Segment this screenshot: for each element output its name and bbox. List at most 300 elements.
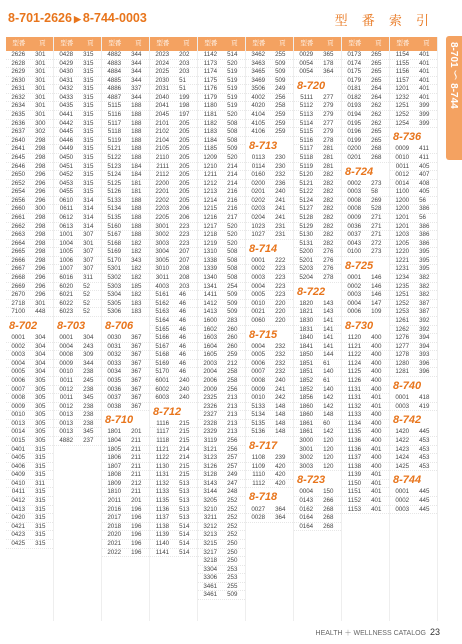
- part-number: 1801: [107, 428, 122, 436]
- table-row: [198, 377, 245, 386]
- part-number: 2637: [11, 128, 26, 136]
- page-ref: 367: [131, 334, 142, 342]
- page-ref: 185: [131, 282, 142, 290]
- part-number: 0201: [347, 153, 362, 161]
- part-number: 1209: [203, 153, 218, 161]
- part-number: 0181: [347, 85, 362, 93]
- page-ref: 315: [83, 171, 94, 179]
- table-row: [294, 188, 341, 197]
- table-row: [294, 420, 341, 429]
- page-ref: 265: [371, 68, 382, 76]
- table-row: [102, 274, 149, 283]
- table-row: [150, 420, 197, 429]
- table-row: [150, 446, 197, 455]
- page-ref: 214: [179, 445, 190, 453]
- part-number: 1131: [155, 471, 170, 479]
- part-number: 2646: [11, 162, 26, 170]
- page-ref: 214: [179, 454, 190, 462]
- table-row: [150, 171, 197, 180]
- page-ref: 509: [227, 308, 238, 316]
- page-ref: 208: [179, 265, 190, 273]
- part-number: 1423: [395, 445, 410, 453]
- table-row: [102, 240, 149, 249]
- table-row: [150, 248, 197, 257]
- table-row: [390, 171, 437, 180]
- part-number: 1339: [203, 265, 218, 273]
- table-row: [246, 291, 293, 300]
- table-row: [198, 85, 245, 94]
- page-ref: 453: [419, 454, 430, 462]
- page-ref: 51: [179, 76, 186, 84]
- page-ref: 509: [227, 291, 238, 299]
- part-number: 2664: [11, 239, 26, 247]
- table-row: [342, 428, 389, 437]
- part-number: 0200: [251, 179, 266, 187]
- part-number: 1157: [395, 76, 410, 84]
- part-number: 0200: [347, 145, 362, 153]
- page-ref: 401: [419, 93, 430, 101]
- column-header: [150, 37, 197, 51]
- table-row: [342, 102, 389, 111]
- page-ref: 268: [371, 145, 382, 153]
- page-ref: 148: [275, 411, 286, 419]
- table-row: [102, 197, 149, 206]
- series-heading: 8-710: [105, 414, 134, 427]
- page-ref: 514: [179, 539, 190, 547]
- table-row: [6, 283, 53, 292]
- table-row: [390, 180, 437, 189]
- column-header: [102, 37, 149, 51]
- table-row: [342, 420, 389, 429]
- part-number: 5122: [107, 153, 122, 161]
- part-number: 1213: [203, 188, 218, 196]
- part-number: 0009: [251, 385, 266, 393]
- part-number: 5167: [107, 231, 122, 239]
- page-ref: 301: [35, 59, 46, 67]
- part-number: 0432: [59, 85, 74, 93]
- part-number: 0014: [395, 179, 410, 187]
- part-number: 0054: [299, 68, 314, 76]
- part-number: 4884: [107, 68, 122, 76]
- part-number: 5130: [299, 231, 314, 239]
- table-row: [246, 188, 293, 197]
- part-number: 5115: [299, 128, 314, 136]
- page-ref: 396: [419, 359, 430, 367]
- part-number: 1807: [107, 462, 122, 470]
- series-heading: 8-722: [297, 285, 326, 298]
- table-row: [6, 488, 53, 497]
- column-header: [6, 37, 53, 51]
- page-ref: 296: [35, 171, 46, 179]
- page-ref: 304: [35, 342, 46, 350]
- part-number: 0011: [59, 376, 74, 384]
- part-number: 6022: [59, 299, 74, 307]
- header-page: 頁: [135, 40, 142, 47]
- table-row: [54, 403, 101, 412]
- part-number: 1218: [203, 231, 218, 239]
- table-row: [102, 343, 149, 352]
- part-number: 1216: [203, 213, 218, 221]
- table-row: [198, 308, 245, 317]
- table-row: [6, 343, 53, 352]
- table-row: [390, 60, 437, 69]
- part-number: 1212: [203, 179, 218, 187]
- page-ref: 203: [179, 68, 190, 76]
- page-ref: 61: [323, 359, 330, 367]
- table-row: [6, 506, 53, 515]
- page-ref: 520: [227, 59, 238, 67]
- page-ref: 315: [83, 51, 94, 58]
- part-number: 2200: [155, 179, 170, 187]
- part-number: 0175: [347, 68, 362, 76]
- part-number: 1121: [347, 342, 362, 350]
- page-ref: 250: [227, 539, 238, 547]
- table-row: [294, 360, 341, 369]
- page-ref: 238: [83, 385, 94, 393]
- table-row: [54, 300, 101, 309]
- part-number: 1413: [203, 308, 218, 316]
- page-ref: 249: [227, 471, 238, 479]
- part-number: 1125: [347, 368, 362, 376]
- part-number: 5123: [107, 162, 122, 170]
- table-row: [294, 274, 341, 283]
- page-ref: 301: [35, 68, 46, 76]
- table-row: [198, 300, 245, 309]
- page-ref: 268: [323, 514, 334, 522]
- page-ref: 393: [419, 351, 430, 359]
- table-row: [54, 368, 101, 377]
- page-ref: 301: [35, 93, 46, 101]
- page-ref: 201: [131, 428, 142, 436]
- page-ref: 205: [179, 145, 190, 153]
- table-row: [102, 248, 149, 257]
- page-ref: 231: [275, 231, 286, 239]
- table-row: [342, 111, 389, 120]
- part-number: 1150: [347, 479, 362, 487]
- page-ref: 256: [227, 385, 238, 393]
- column-header: [342, 37, 389, 51]
- page-ref: 197: [179, 111, 190, 119]
- table-row: [54, 377, 101, 386]
- part-number: 1276: [395, 334, 410, 342]
- page-ref: 183: [131, 299, 142, 307]
- part-number: 5200: [299, 248, 314, 256]
- page-ref: 141: [323, 316, 334, 324]
- page-ref: 279: [323, 128, 334, 136]
- table-row: [246, 163, 293, 172]
- part-number: 1139: [155, 531, 170, 539]
- page-ref: 147: [371, 299, 382, 307]
- table-row: [342, 377, 389, 386]
- page-ref: 400: [371, 351, 382, 359]
- header-page: 頁: [231, 40, 238, 47]
- table-row: [246, 506, 293, 515]
- page-ref: 214: [227, 171, 238, 179]
- page-ref: 46: [179, 316, 186, 324]
- part-number: 0032: [107, 351, 122, 359]
- part-number: 1214: [203, 196, 218, 204]
- page-ref: 400: [371, 437, 382, 445]
- table-row: [150, 523, 197, 532]
- page-ref: 301: [35, 299, 46, 307]
- page-ref: 508: [227, 274, 238, 282]
- page-ref: 298: [35, 145, 46, 153]
- table-row: [102, 214, 149, 223]
- table-row: [150, 111, 197, 120]
- table-row: [342, 68, 389, 77]
- table-row: [150, 188, 197, 197]
- part-number: 0029: [299, 51, 314, 58]
- page-ref: 245: [83, 376, 94, 384]
- table-row: [246, 480, 293, 489]
- table-row: [150, 343, 197, 352]
- part-number: 1203: [395, 231, 410, 239]
- part-number: 3306: [203, 574, 218, 582]
- part-number: 0420: [11, 514, 26, 522]
- table-row: [294, 428, 341, 437]
- part-number: 0036: [347, 222, 362, 230]
- header-page: 頁: [423, 40, 430, 47]
- part-number: 1138: [347, 462, 362, 470]
- page-ref: 401: [371, 471, 382, 479]
- part-number: 1280: [395, 359, 410, 367]
- part-number: 3000: [299, 437, 314, 445]
- part-number: 1425: [395, 462, 410, 470]
- page-ref: 394: [419, 342, 430, 350]
- page-ref: 46: [179, 308, 186, 316]
- page-ref: 205: [179, 196, 190, 204]
- page-ref: 120: [323, 445, 334, 453]
- table-row: [294, 506, 341, 515]
- part-number: 2104: [155, 136, 170, 144]
- page-ref: 56: [419, 196, 426, 204]
- table-row: [6, 137, 53, 146]
- table-row: [150, 463, 197, 472]
- page-ref: 241: [275, 385, 286, 393]
- part-number: 0013: [11, 419, 26, 427]
- part-number: 0002: [347, 179, 362, 187]
- table-row: [54, 231, 101, 240]
- table-row: [390, 351, 437, 360]
- table-row: [102, 257, 149, 266]
- page-ref: 265: [371, 76, 382, 84]
- table-row: [54, 351, 101, 360]
- part-number: 3465: [251, 68, 266, 76]
- header-page: 頁: [327, 40, 334, 47]
- page-ref: 367: [131, 342, 142, 350]
- part-number: 2101: [155, 119, 170, 127]
- page-ref: 304: [35, 351, 46, 359]
- page-header: [0, 0, 462, 32]
- table-row: [246, 351, 293, 360]
- table-row: [102, 120, 149, 129]
- part-number: 1341: [203, 282, 218, 290]
- page-ref: 255: [227, 582, 238, 590]
- part-number: 5124: [107, 171, 122, 179]
- part-number: 5133: [251, 402, 266, 410]
- table-row: [150, 94, 197, 103]
- table-row: [294, 317, 341, 326]
- part-number: 1831: [299, 325, 314, 333]
- page-ref: 264: [371, 85, 382, 93]
- page-ref: 262: [371, 111, 382, 119]
- table-row: [150, 240, 197, 249]
- part-number: 0003: [395, 402, 410, 410]
- table-row: [150, 283, 197, 292]
- part-number: 5128: [299, 213, 314, 221]
- part-number: 0008: [347, 205, 362, 213]
- page-ref: 420: [275, 471, 286, 479]
- part-number: 1200: [395, 205, 410, 213]
- page-ref: 519: [227, 93, 238, 101]
- part-number: 5304: [107, 291, 122, 299]
- part-number: 0060: [251, 316, 266, 324]
- table-row: [102, 188, 149, 197]
- table-row: [246, 154, 293, 163]
- page-ref: 396: [419, 368, 430, 376]
- table-row: [294, 197, 341, 206]
- table-row: [54, 137, 101, 146]
- part-number: 1132: [155, 479, 170, 487]
- page-ref: 282: [323, 171, 334, 179]
- page-ref: 311: [35, 479, 45, 487]
- page-ref: 448: [35, 308, 46, 316]
- page-ref: 182: [131, 265, 142, 273]
- page-ref: 514: [179, 531, 190, 539]
- table-row: [150, 154, 197, 163]
- side-index-tab: [446, 36, 462, 160]
- table-row: [54, 257, 101, 266]
- table-row: [6, 68, 53, 77]
- table-row: [294, 257, 341, 266]
- part-number: 1852: [299, 385, 314, 393]
- page-ref: 344: [131, 51, 142, 58]
- table-row: [198, 403, 245, 412]
- part-number: 5163: [155, 308, 170, 316]
- part-number: 0004: [347, 299, 362, 307]
- table-row: [198, 480, 245, 489]
- table-row: [102, 497, 149, 506]
- part-number: 5111: [300, 93, 314, 101]
- table-row: [294, 326, 341, 335]
- page-ref: 238: [83, 411, 94, 419]
- part-number: 2003: [203, 359, 218, 367]
- page-ref: 46: [179, 359, 186, 367]
- table-row: [390, 394, 437, 403]
- part-number: 3126: [203, 462, 218, 470]
- page-ref: 276: [323, 256, 334, 264]
- table-row: [54, 171, 101, 180]
- table-row: [342, 411, 389, 420]
- part-number: 1117: [156, 428, 170, 436]
- part-number: 6002: [155, 385, 170, 393]
- table-row: [6, 77, 53, 86]
- part-number: 0430: [59, 68, 74, 76]
- page-ref: 214: [227, 162, 238, 170]
- page-ref: 265: [371, 136, 382, 144]
- part-number: 0451: [59, 162, 74, 170]
- table-row: [390, 214, 437, 223]
- page-ref: 188: [131, 196, 142, 204]
- index-column: [246, 37, 294, 621]
- part-number: 2645: [11, 153, 26, 161]
- part-number: 5302: [107, 274, 122, 282]
- part-number: 1808: [107, 471, 122, 479]
- table-row: [102, 137, 149, 146]
- page-ref: 252: [227, 497, 238, 505]
- part-number: 5306: [107, 308, 122, 316]
- table-row: [102, 549, 149, 558]
- page-ref: 279: [323, 102, 334, 110]
- part-number: 1232: [395, 93, 410, 101]
- part-number: 3205: [203, 497, 218, 505]
- page-ref: 120: [323, 437, 334, 445]
- part-number: 5204: [299, 274, 314, 282]
- page-ref: 519: [227, 102, 238, 110]
- part-number: 7100: [11, 308, 26, 316]
- table-row: [54, 77, 101, 86]
- part-number: 0013: [59, 411, 74, 419]
- part-number: 1217: [203, 222, 218, 230]
- part-number: 0406: [11, 462, 26, 470]
- table-row: [6, 214, 53, 223]
- part-number: 2016: [107, 505, 122, 513]
- table-row: [198, 386, 245, 395]
- part-number: 5127: [299, 205, 314, 213]
- part-number: 1600: [203, 316, 218, 324]
- part-number: 1124: [347, 359, 362, 367]
- part-number: 5133: [107, 196, 122, 204]
- header-page: 頁: [279, 40, 286, 47]
- part-number: 1152: [347, 497, 362, 505]
- page-ref: 315: [83, 68, 94, 76]
- page-ref: 237: [83, 437, 94, 445]
- page-ref: 445: [419, 488, 430, 496]
- table-row: [294, 248, 341, 257]
- page-ref: 208: [179, 274, 190, 282]
- page-ref: 315: [83, 179, 94, 187]
- table-row: [198, 317, 245, 326]
- page-ref: 400: [371, 419, 382, 427]
- part-number: 5115: [107, 102, 122, 110]
- table-row: [6, 420, 53, 429]
- page-ref: 188: [131, 222, 142, 230]
- table-row: [54, 128, 101, 137]
- table-row: [54, 205, 101, 214]
- page-ref: 223: [275, 291, 286, 299]
- part-number: 1856: [299, 394, 314, 402]
- table-row: [150, 506, 197, 515]
- part-number: 5135: [251, 419, 266, 427]
- table-row: [246, 283, 293, 292]
- part-number: 0002: [251, 265, 266, 273]
- page-ref: 298: [35, 248, 46, 256]
- table-row: [102, 377, 149, 386]
- page-ref: 315: [35, 531, 46, 539]
- table-row: [102, 145, 149, 154]
- table-row: [102, 488, 149, 497]
- page-ref: 277: [323, 93, 334, 101]
- page-ref: 188: [131, 213, 142, 221]
- part-number: 5136: [251, 428, 266, 436]
- part-number: 1027: [251, 231, 266, 239]
- part-number: 0410: [11, 479, 26, 487]
- page-ref: 401: [371, 479, 382, 487]
- table-row: [54, 411, 101, 420]
- table-row: [102, 231, 149, 240]
- table-row: [54, 223, 101, 232]
- table-row: [342, 214, 389, 223]
